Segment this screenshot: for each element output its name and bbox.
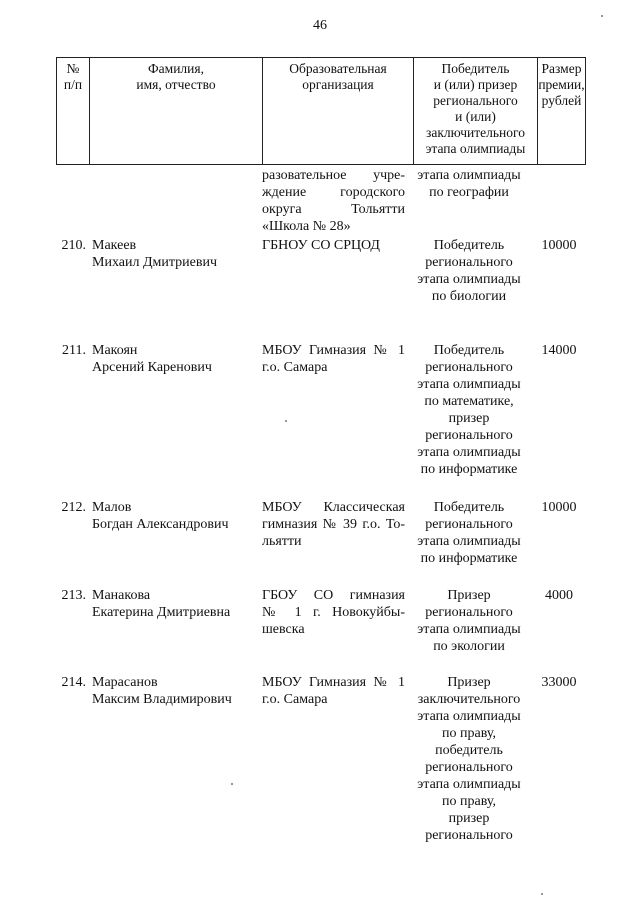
continuation-achievement: этапа олимпиады по географии [417,168,521,200]
scan-speck [285,420,287,422]
student-name: Макоян Арсений Каренович [92,343,212,375]
student-name: Малов Богдан Александрович [92,500,229,532]
header-name: Фамилия, имя, отчество [90,58,263,165]
achievement: Победитель регионального этапа олимпиады по информатике [417,500,521,566]
header-prize: Размер премии, рублей [538,58,586,165]
organization: МБОУ Гимназия № 1 г.о. Самара [262,675,405,707]
scan-speck [541,893,543,895]
row-number: 212. [61,500,86,515]
organization: ГБОУ СО гимназия № 1 г. Новокуйбы- шевска [262,588,405,637]
student-name: Манакова Екатерина Дмитриевна [92,588,231,620]
achievement: Призер регионального этапа олимпиады по экологии [417,588,521,654]
page-number: 46 [313,18,327,33]
scan-speck [231,783,233,785]
prize-amount: 33000 [541,675,577,690]
student-name: Марасанов Максим Владимирович [92,675,232,707]
header-num: № п/п [57,58,90,165]
organization: МБОУ Гимназия № 1 г.о. Самара [262,343,405,375]
prize-amount: 4000 [545,588,573,603]
achievement: Призер заключительного этапа олимпиады по праву, победитель регионального этапа олимпиады по праву, призер регионального [417,675,521,843]
table-header [56,57,586,165]
achievement: Победитель регионального этапа олимпиады по математике, призер регионального этапа олимпиады по информатике [417,343,521,477]
scan-speck [601,15,603,17]
row-number: 211. [62,343,86,358]
continuation-org: разовательное учре- ждение городского округа Тольятти «Школа № 28» [262,168,405,234]
student-name: Макеев Михаил Дмитриевич [92,238,217,270]
prize-amount: 10000 [541,238,577,253]
header-achievement: Победитель и (или) призер регионального и (или) заключительного этапа олимпиады [414,58,538,165]
row-number: 213. [61,588,86,603]
row-number: 210. [61,238,86,253]
organization: МБОУ Классическая гимназия № 39 г.о. То- льятти [262,500,405,549]
header-org: Образовательная организация [263,58,414,165]
prize-amount: 10000 [541,500,577,515]
prize-amount: 14000 [541,343,577,358]
organization: ГБНОУ СО СРЦОД [262,238,380,253]
row-number: 214. [61,675,86,690]
achievement: Победитель регионального этапа олимпиады по биологии [417,238,521,304]
